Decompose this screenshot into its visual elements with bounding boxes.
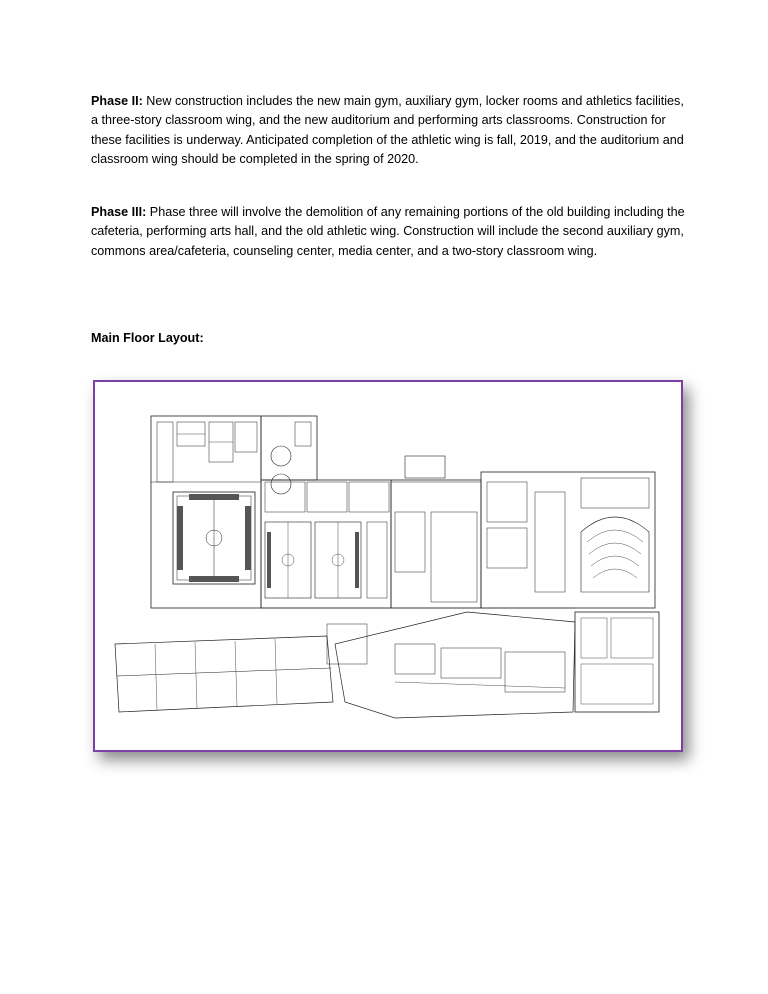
phase-two-text: New construction includes the new main gym, auxiliary gym, locker rooms and athletics facilities, a three-story classroom wing, and the new auditorium and performing arts classrooms. Construction for these facilities is underway. Anticipated completion of the athletic wing is fall, 2019, and the auditorium and classroom wing should be completed in the spring of 2020.: [91, 94, 684, 167]
phase-three-text: Phase three will involve the demolition of any remaining portions of the old building including the cafeteria, performing arts hall, and the old athletic wing. Construction will include the second auxiliary gym, commons area/cafeteria, counseling center, media center, and a two-story classroom wing.: [91, 205, 685, 258]
auxiliary-gym-wing: [261, 480, 391, 608]
auditorium-wing: [481, 472, 655, 608]
phase-two-paragraph: [91, 92, 691, 170]
main-floor-layout-heading: Main Floor Layout:: [91, 331, 204, 345]
phase-three-paragraph: [91, 203, 691, 261]
phase-two-label: Phase II:: [91, 94, 143, 108]
floor-plan-frame: [93, 380, 683, 752]
two-story-classroom-wing: [115, 636, 333, 712]
phase-three-label: Phase III:: [91, 205, 147, 219]
floor-plan-drawing: [95, 382, 681, 750]
